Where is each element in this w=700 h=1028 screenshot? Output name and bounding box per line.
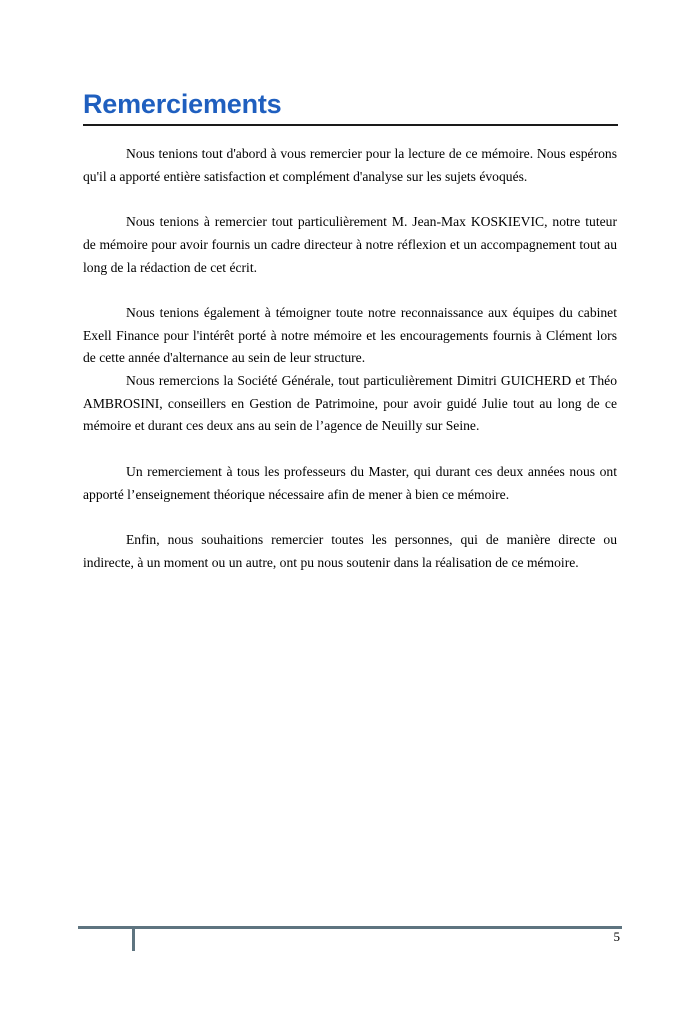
title-underline — [83, 124, 618, 126]
paragraph-reading-thanks: Nous tenions tout d'abord à vous remercier pour la lecture de ce mémoire. Nous espérons qu'il a apporté entière satisfaction et complément d'analyse sur les sujets évoqués. — [83, 146, 617, 184]
paragraph-closing-thanks: Enfin, nous souhaitions remercier toutes les personnes, qui de manière directe ou indirecte, à un moment ou un autre, ont pu nous soutenir dans la réalisation de ce mémoire. — [83, 531, 617, 570]
page-title: Remerciements — [83, 89, 282, 119]
page-number: 5 — [613, 929, 620, 944]
footer-rule — [78, 926, 622, 929]
acknowledgements-body — [83, 143, 617, 574]
paragraph-professors-thanks: Un remerciement à tous les professeurs du Master, qui durant ces deux années nous ont apporté l’enseignement théorique nécessaire afin de mener à bien ce mémoire. — [83, 463, 617, 502]
paragraph-exell-finance-thanks: Nous tenions également à témoigner toute notre reconnaissance aux équipes du cabinet Exell Finance pour l'intérêt porté à notre mémoire et les encouragements fournis à Clément lors de cette année d'alternance au sein de leur structure. — [83, 304, 617, 366]
paragraph-tutor-thanks: Nous tenions à remercier tout particulièrement M. Jean-Max KOSKIEVIC, notre tuteur de mémoire pour avoir fournis un cadre directeur à notre réflexion et un accompagnement tout au long de la rédaction de cet écrit. — [83, 214, 617, 275]
footer-tick — [132, 929, 135, 951]
paragraph-societe-generale-thanks: Nous remercions la Société Générale, tout particulièrement Dimitri GUICHERD et Théo AMBROSINI, conseillers en Gestion de Patrimoine, pour avoir guidé Julie tout au long de ce mémoire et durant ces deux ans au sein de l’agence de Neuilly sur Seine. — [83, 373, 617, 434]
